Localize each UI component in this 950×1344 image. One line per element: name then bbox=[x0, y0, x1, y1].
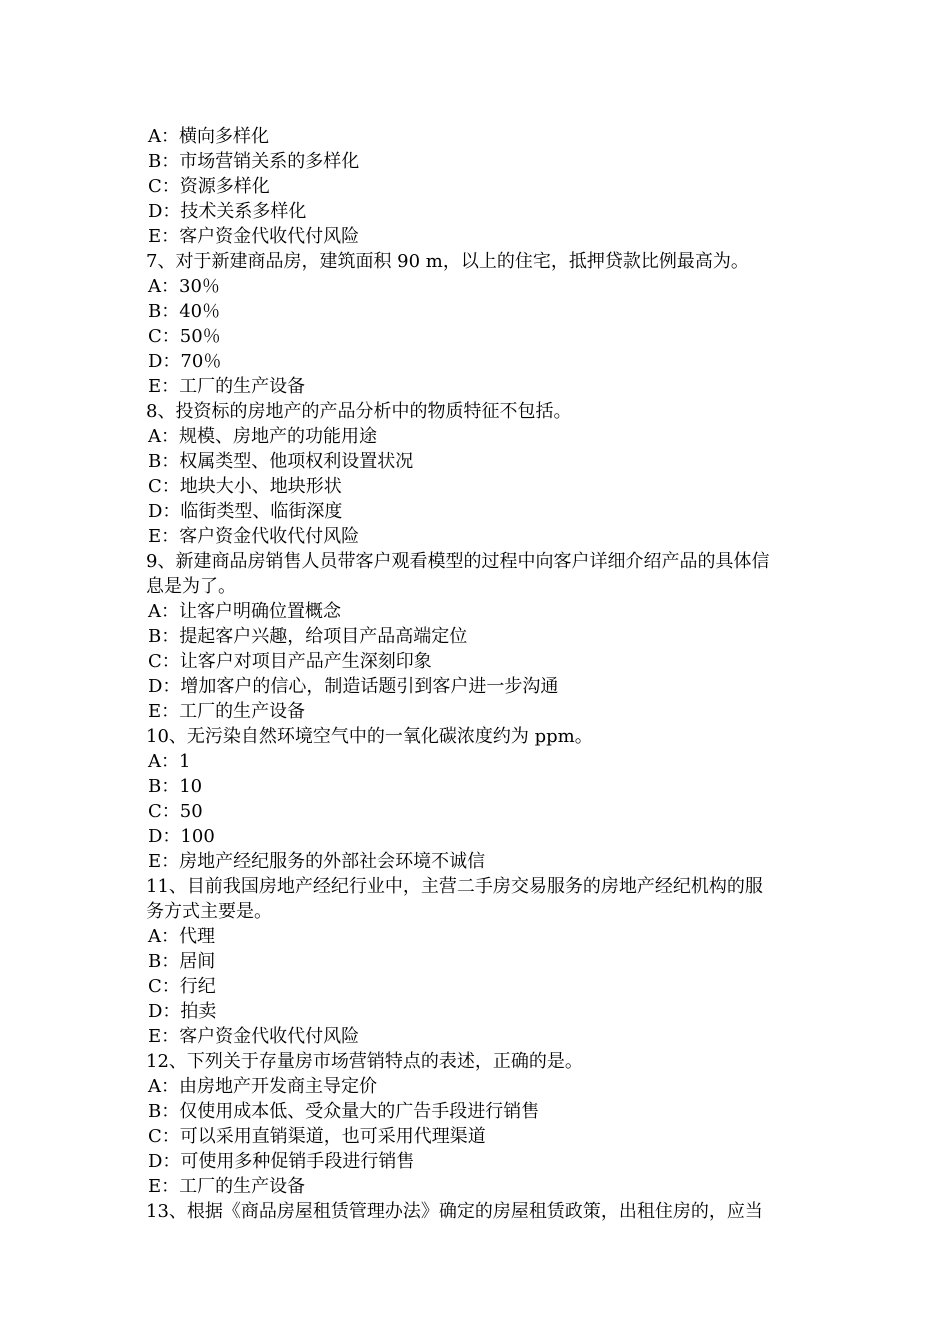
question-text: 7、对于新建商品房，建筑面积 90 m，以上的住宅，抵押贷款比例最高为。 bbox=[146, 251, 749, 272]
answer-option: E：房地产经纪服务的外部社会环境不诚信 bbox=[148, 851, 486, 872]
answer-option: C：行纪 bbox=[148, 976, 216, 997]
answer-option: C：可以采用直销渠道，也可采用代理渠道 bbox=[148, 1126, 486, 1147]
answer-option: B：居间 bbox=[148, 951, 216, 972]
answer-option: E：客户资金代收代付风险 bbox=[148, 526, 360, 547]
answer-option: D：拍卖 bbox=[148, 1001, 217, 1022]
answer-option: B：市场营销关系的多样化 bbox=[148, 151, 360, 172]
answer-option: B：提起客户兴趣，给项目产品高端定位 bbox=[148, 626, 468, 647]
answer-option: A：1 bbox=[148, 751, 191, 772]
answer-option: C：地块大小、地块形状 bbox=[148, 476, 342, 497]
answer-option: E：工厂的生产设备 bbox=[148, 376, 306, 397]
answer-option: B：10 bbox=[148, 776, 203, 797]
answer-option: E：工厂的生产设备 bbox=[148, 1176, 306, 1197]
answer-option: C：50％ bbox=[148, 326, 221, 347]
question-text: 10、无污染自然环境空气中的一氧化碳浓度约为 ppm。 bbox=[146, 726, 593, 747]
answer-option: D：100 bbox=[148, 826, 215, 847]
answer-option: E：工厂的生产设备 bbox=[148, 701, 306, 722]
answer-option: B：40％ bbox=[148, 301, 221, 322]
answer-option: D：临街类型、临街深度 bbox=[148, 501, 343, 522]
answer-option: C：50 bbox=[148, 801, 203, 822]
answer-option: D：70％ bbox=[148, 351, 222, 372]
question-text: 息是为了。 bbox=[146, 576, 236, 597]
question-text: 12、下列关于存量房市场营销特点的表述，正确的是。 bbox=[146, 1051, 583, 1072]
answer-option: B：权属类型、他项权利设置状况 bbox=[148, 451, 414, 472]
question-text: 11、目前我国房地产经纪行业中，主营二手房交易服务的房地产经纪机构的服 bbox=[146, 876, 763, 897]
question-text: 13、根据《商品房屋租赁管理办法》确定的房屋租赁政策，出租住房的，应当 bbox=[146, 1201, 763, 1222]
question-text: 务方式主要是。 bbox=[146, 901, 272, 922]
question-text: 8、投资标的房地产的产品分析中的物质特征不包括。 bbox=[146, 401, 572, 422]
answer-option: E：客户资金代收代付风险 bbox=[148, 1026, 360, 1047]
answer-option: A：规模、房地产的功能用途 bbox=[148, 426, 377, 447]
answer-option: C：让客户对项目产品产生深刻印象 bbox=[148, 651, 432, 672]
answer-option: C：资源多样化 bbox=[148, 176, 270, 197]
answer-option: A：代理 bbox=[148, 926, 215, 947]
answer-option: D：增加客户的信心，制造话题引到客户进一步沟通 bbox=[148, 676, 559, 697]
answer-option: A：横向多样化 bbox=[148, 126, 269, 147]
answer-option: A：让客户明确位置概念 bbox=[148, 601, 341, 622]
answer-option: D：可使用多种促销手段进行销售 bbox=[148, 1151, 415, 1172]
question-text: 9、新建商品房销售人员带客户观看模型的过程中向客户详细介绍产品的具体信 bbox=[146, 551, 770, 572]
answer-option: D：技术关系多样化 bbox=[148, 201, 307, 222]
answer-option: B：仅使用成本低、受众量大的广告手段进行销售 bbox=[148, 1101, 540, 1122]
answer-option: E：客户资金代收代付风险 bbox=[148, 226, 360, 247]
answer-option: A：由房地产开发商主导定价 bbox=[148, 1076, 377, 1097]
answer-option: A：30％ bbox=[148, 276, 220, 297]
question-list bbox=[146, 124, 810, 1224]
